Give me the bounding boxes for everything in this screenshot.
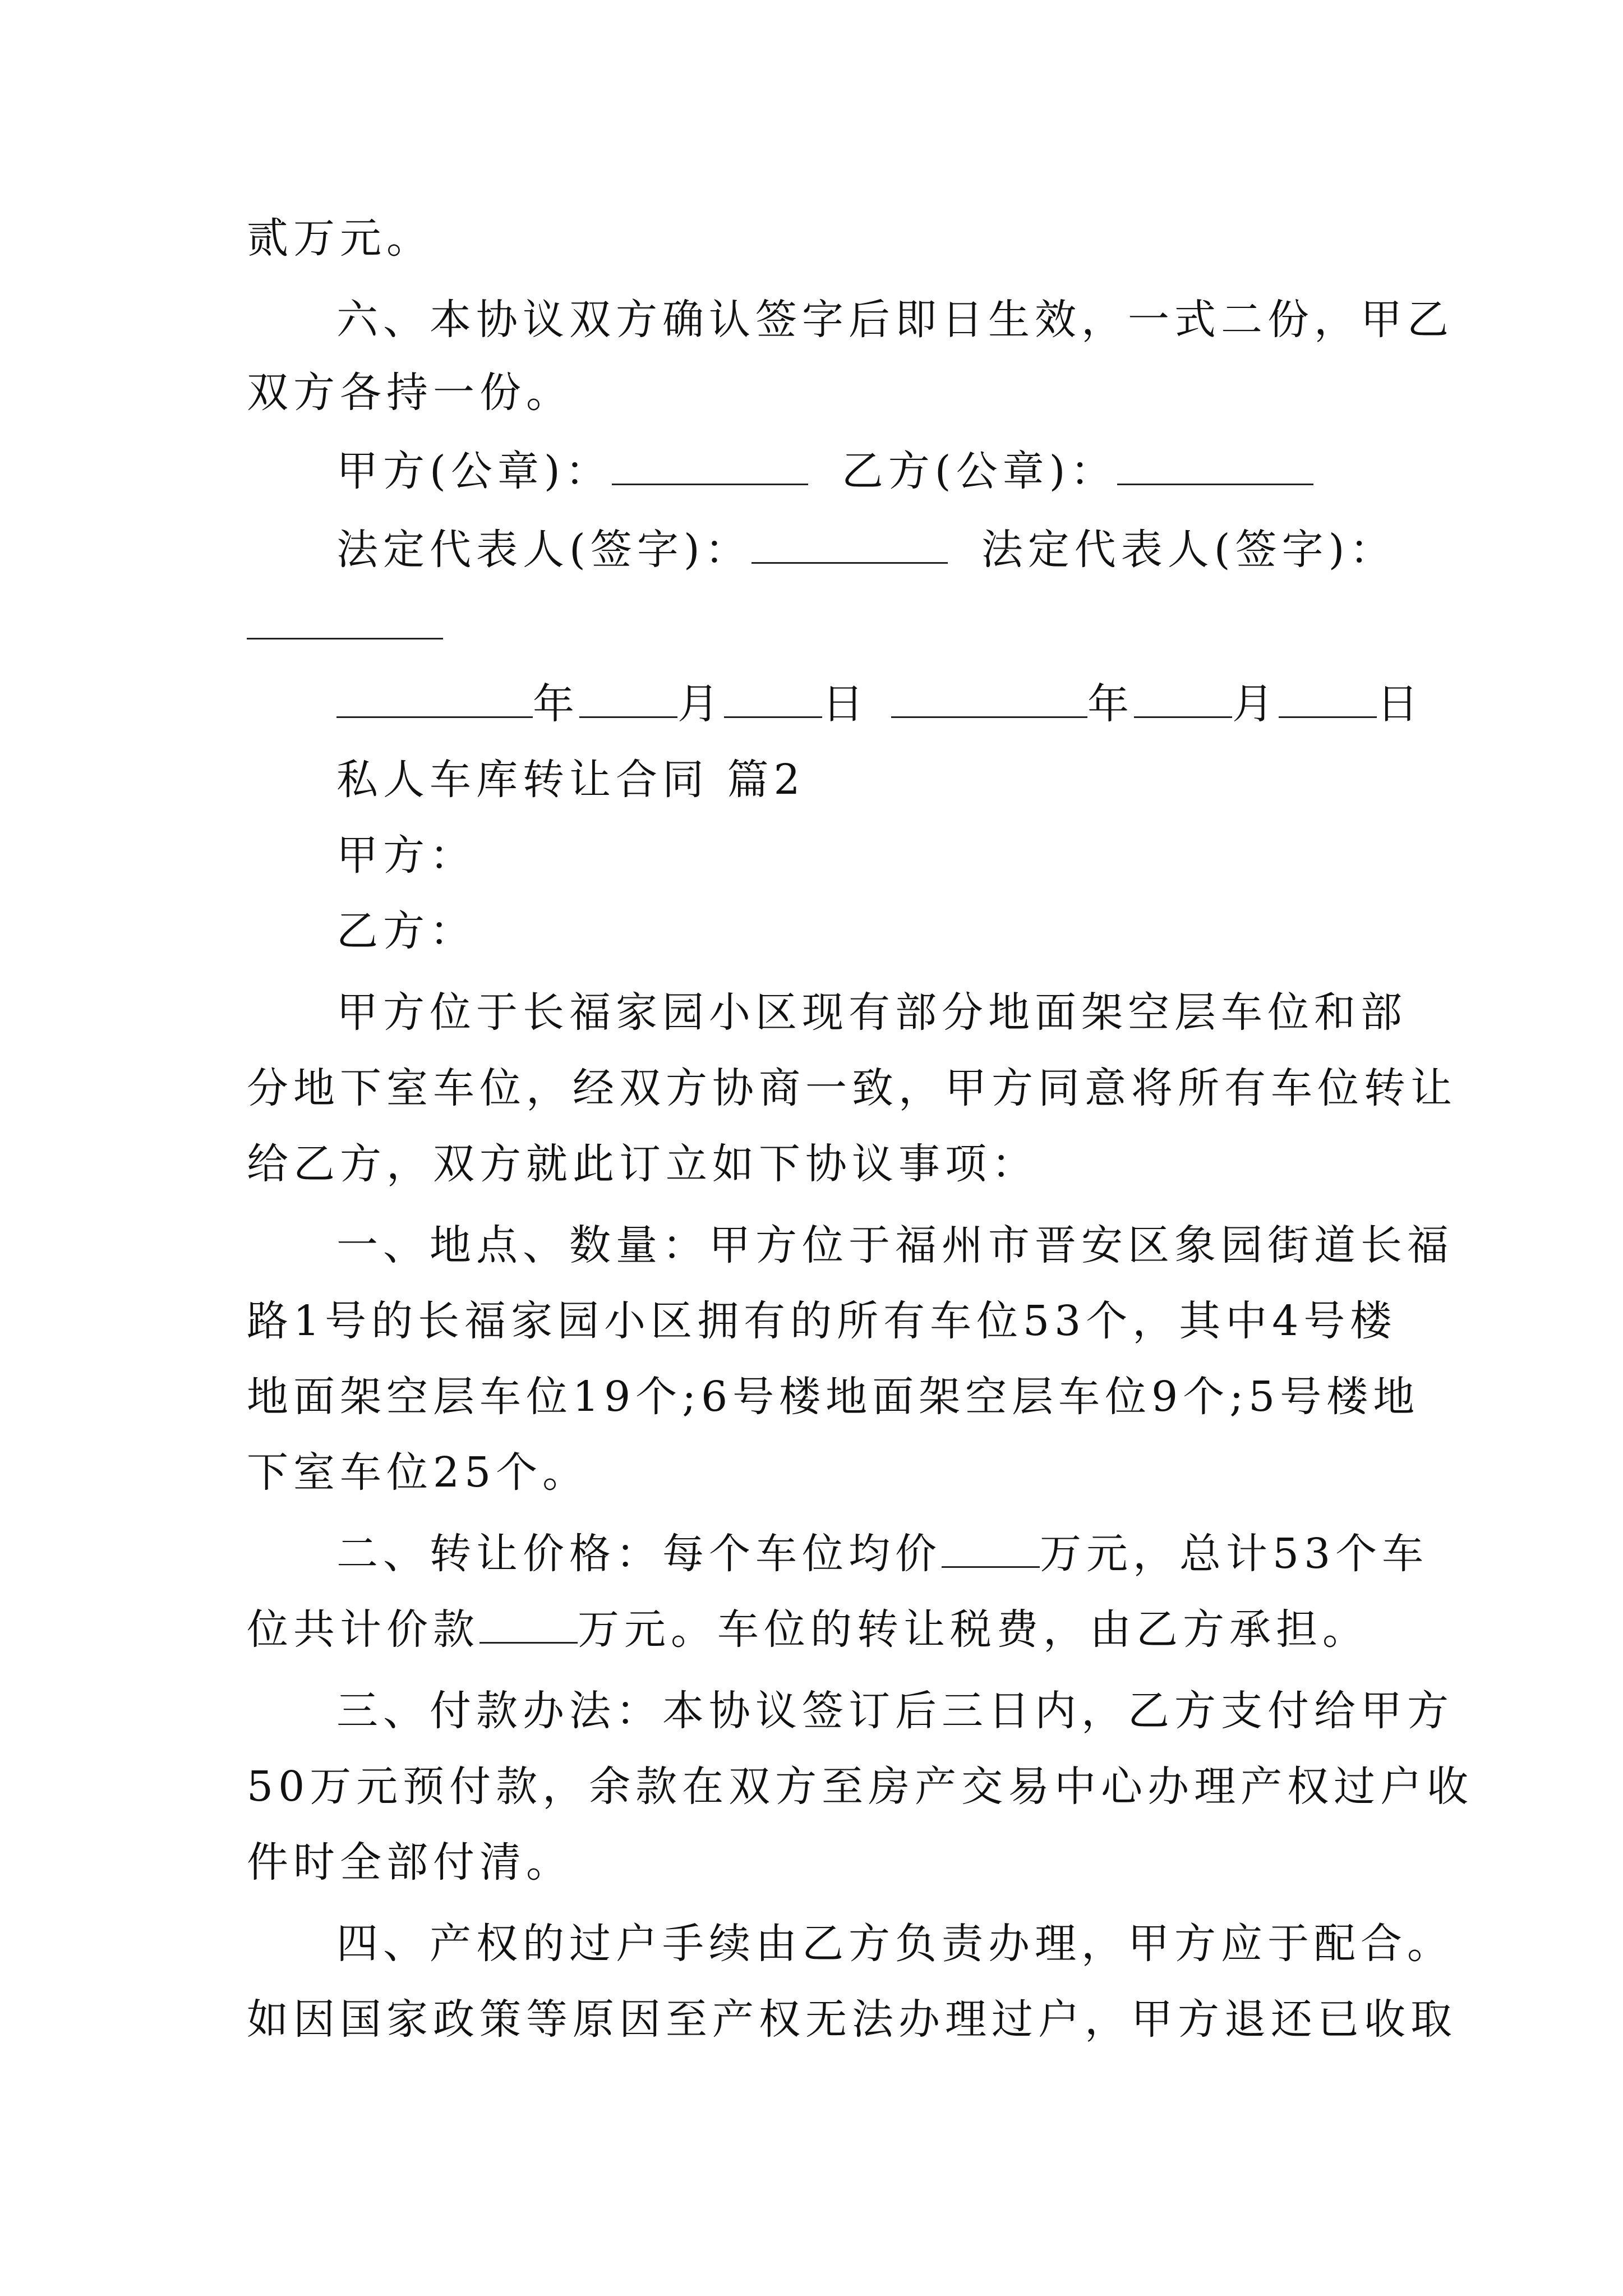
party-a-rep-blank (751, 523, 948, 564)
clause-one-line-4: 下室车位25个。 (247, 1448, 589, 1497)
clause-three-line-3: 件时全部付清。 (247, 1838, 573, 1887)
day-b-blank (1279, 677, 1377, 718)
clause-one-line-2: 路1号的长福家园小区拥有的所有车位53个，其中4号楼 (247, 1297, 1397, 1345)
clause-two-line-1 (336, 1526, 1428, 1582)
party-a-rep-label: 法定代表人(签字)： (336, 526, 751, 574)
party-b-line: 乙方： (336, 907, 476, 955)
month-a-label: 月 (677, 680, 724, 728)
day-a-label: 日 (822, 680, 869, 728)
year-a-label: 年 (533, 680, 579, 728)
clause-four-line-1: 四、产权的过户手续由乙方负责办理，甲方应于配合。 (336, 1920, 1454, 1968)
section-heading: 私人车库转让合同 篇2 (336, 756, 805, 804)
total-price-blank (479, 1603, 578, 1644)
clause-six-line-2: 双方各持一份。 (247, 369, 573, 417)
party-b-rep-blank-row (247, 597, 443, 654)
clause-three-line-1: 三、付款办法：本协议签订后三日内，乙方支付给甲方 (336, 1687, 1454, 1735)
year-a-blank (336, 677, 533, 718)
date-row (336, 676, 1423, 732)
party-a-seal-label: 甲方(公章)： (336, 447, 612, 495)
clause-one-line-3: 地面架空层车位19个;6号楼地面架空层车位9个;5号楼地 (247, 1373, 1420, 1421)
clause-six-line-1: 六、本协议双方确认签字后即日生效，一式二份，甲乙 (336, 296, 1454, 344)
clause-two-text-b: 万元，总计53个车 (1040, 1530, 1429, 1578)
month-b-blank (1134, 677, 1232, 718)
clause-four-line-2: 如因国家政策等原因至产权无法办理过户，甲方退还已收取 (247, 1995, 1457, 2044)
party-b-rep-blank (247, 599, 443, 639)
year-b-label: 年 (1087, 680, 1134, 728)
unit-price-blank (942, 1527, 1040, 1568)
clause-three-line-2: 50万元预付款，余款在双方至房产交易中心办理产权过户收 (247, 1763, 1474, 1811)
party-b-rep-label: 法定代表人(签字)： (981, 526, 1396, 574)
party-a-line: 甲方： (336, 831, 476, 880)
intro-line-1: 甲方位于长福家园小区现有部分地面架空层车位和部 (336, 988, 1407, 1037)
party-b-seal-label: 乙方(公章)： (841, 447, 1117, 495)
clause-two-line-2 (247, 1602, 1369, 1658)
intro-line-2: 分地下室车位，经双方协商一致，甲方同意将所有车位转让 (247, 1064, 1457, 1112)
party-b-seal-blank (1117, 444, 1313, 485)
clause-two-text-d: 万元。车位的转让税费，由乙方承担。 (578, 1605, 1369, 1654)
year-b-blank (891, 677, 1087, 718)
day-a-blank (724, 677, 822, 718)
month-b-label: 月 (1232, 680, 1279, 728)
clause-two-text-a: 二、转让价格：每个车位均价 (336, 1530, 942, 1578)
month-a-blank (579, 677, 677, 718)
seal-signature-row (336, 443, 1313, 499)
clause-one-line-1: 一、地点、数量：甲方位于福州市晋安区象园街道长福 (336, 1221, 1454, 1269)
party-a-seal-blank (612, 444, 808, 485)
text-line: 贰万元。 (247, 214, 433, 263)
representative-signature-row (336, 522, 1396, 578)
clause-two-text-c: 位共计价款 (247, 1605, 479, 1654)
intro-line-3: 给乙方，双方就此订立如下协议事项： (247, 1140, 1038, 1188)
day-b-label: 日 (1377, 680, 1423, 728)
